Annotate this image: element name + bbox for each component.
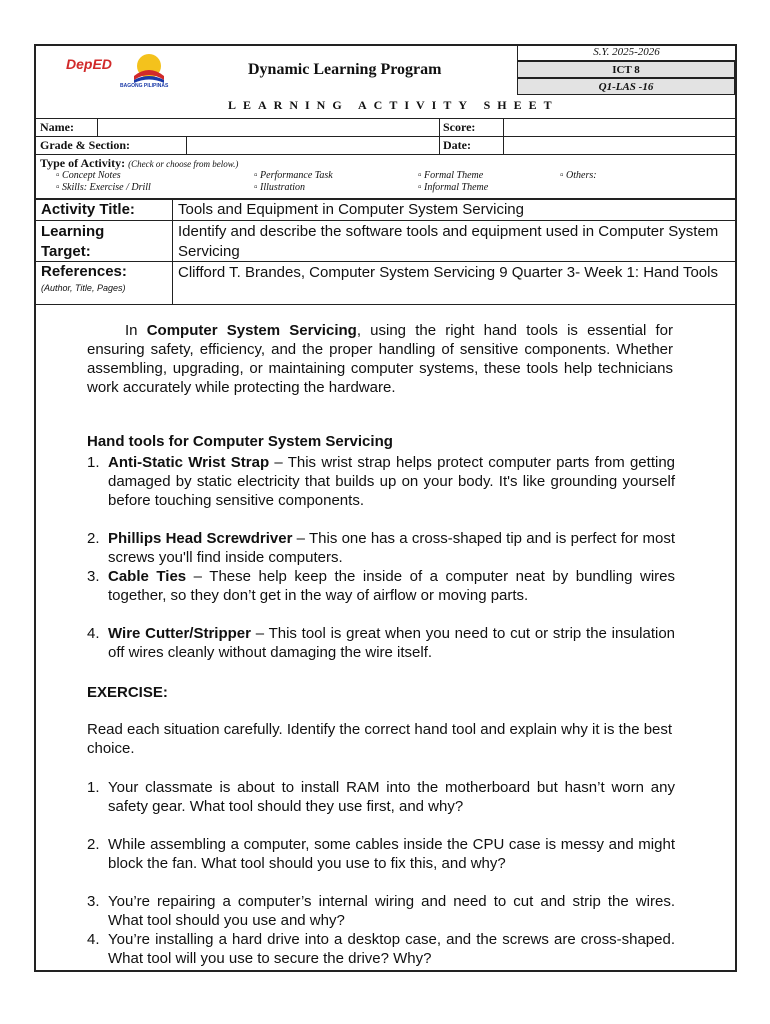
- activity-title-label: Activity Title:: [41, 201, 135, 218]
- list-item: 4. Wire Cutter/Stripper – This tool is great when you need to cut or strip the insulation off wires cleanly without damaging the wire itself.: [87, 625, 676, 661]
- list-item: 1. Your classmate is about to install RAM into the motherboard but hasn’t worn any safety gear. What tool should they use first, and why?: [87, 779, 675, 815]
- tools-heading: Hand tools for Computer System Servicing: [87, 433, 393, 450]
- intro-paragraph: In Computer System Servicing, using the right hand tools is essential for ensuring safety, efficiency, and the proper handling of sensitive components. Whether assembling, upgrading, or maintaining computer systems, these tools help technicians work accurately while protecting the hardware.: [87, 322, 673, 396]
- references-value: Clifford T. Brandes, Computer System Servicing 9 Quarter 3- Week 1: Hand Tools: [178, 264, 718, 281]
- activity-title-value: Tools and Equipment in Computer System Servicing: [178, 201, 524, 218]
- learning-target-value: Identify and describe the software tools and equipment used in Computer System Servicing: [178, 223, 719, 260]
- las-code: Q1-LAS -16: [517, 78, 735, 95]
- option-skills-drill[interactable]: ▫ Skills: Exercise / Drill: [56, 182, 151, 193]
- school-year: S.Y. 2025-2026: [517, 44, 735, 61]
- list-item: 3. You’re repairing a computer’s internal wiring and need to cut and strip the wires. What tool should you use and why?: [87, 893, 675, 929]
- references-hint: (Author, Title, Pages): [41, 283, 126, 293]
- exercise-heading: EXERCISE:: [87, 684, 168, 701]
- list-item: 3. Cable Ties – These help keep the inside of a computer neat by bundling wires together, so they don’t get in the way of airflow or moving parts.: [87, 568, 675, 604]
- name-label: Name:: [40, 120, 74, 134]
- exercise-instruction: Read each situation carefully. Identify the correct hand tool and explain why it is the best choice.: [87, 721, 673, 757]
- list-item: 1. Anti-Static Wrist Strap – This wrist strap helps protect computer parts from getting damaged by static electricity that builds up on your body. It's like grounding yourself before touching sensitive components.: [87, 454, 675, 509]
- logo-caption: BAGONG PILIPINAS: [120, 83, 169, 89]
- option-formal-theme[interactable]: ▫ Formal Theme: [418, 170, 484, 181]
- option-performance-task[interactable]: ▫ Performance Task: [254, 170, 333, 181]
- divider: [34, 220, 737, 221]
- sheet-title: LEARNING ACTIVITY SHEET: [228, 98, 559, 112]
- option-concept-notes[interactable]: ▫ Concept Notes: [56, 170, 121, 181]
- date-label: Date:: [443, 138, 471, 152]
- divider: [186, 136, 187, 154]
- grade-section-field[interactable]: [188, 137, 437, 153]
- divider: [439, 118, 440, 154]
- subject-code: ICT 8: [517, 61, 735, 78]
- list-item: 2. While assembling a computer, some cables inside the CPU case is messy and might block the fan. What tool should you use to fix this, and why?: [87, 836, 675, 872]
- divider: [34, 154, 737, 155]
- divider: [34, 304, 737, 305]
- name-field[interactable]: [99, 119, 437, 135]
- divider: [172, 199, 173, 304]
- score-label: Score:: [443, 120, 476, 134]
- option-illustration[interactable]: ▫ Illustration: [254, 182, 306, 193]
- option-informal-theme[interactable]: ▫ Informal Theme: [418, 182, 489, 193]
- type-hint: (Check or choose from below.): [128, 159, 239, 169]
- program-title: Dynamic Learning Program: [248, 61, 442, 78]
- list-item: 4. You’re installing a hard drive into a desktop case, and the screws are cross-shaped. What tool will you use to secure the drive? Why?: [87, 931, 675, 967]
- date-field[interactable]: [505, 137, 735, 153]
- type-of-activity-label: Type of Activity: (Check or choose from below.): [40, 156, 239, 170]
- grade-section-label: Grade & Section:: [40, 138, 130, 152]
- list-item: 2. Phillips Head Screwdriver – This one has a cross-shaped tip and is perfect for most screws you'll find inside computers.: [87, 530, 675, 566]
- references-label: References:: [41, 263, 127, 280]
- score-field[interactable]: [505, 119, 735, 135]
- deped-logo: DepED: [66, 56, 112, 72]
- learning-target-label: Learning Target:: [41, 223, 105, 260]
- option-others[interactable]: ▫ Others:: [560, 170, 597, 181]
- divider: [503, 118, 504, 154]
- divider: [97, 118, 98, 136]
